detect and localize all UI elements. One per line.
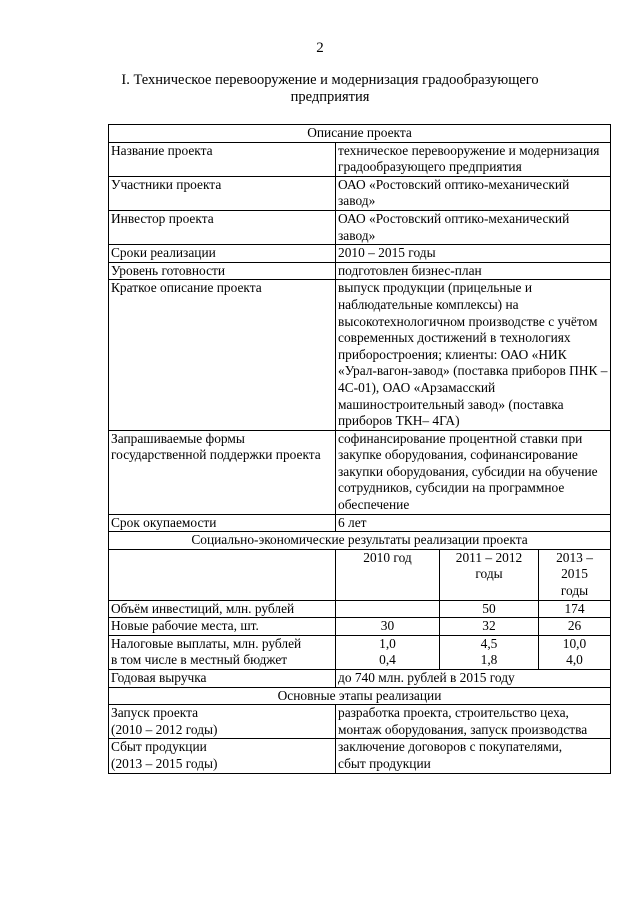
section-stages: Основные этапы реализации [109, 687, 611, 705]
row-investments [109, 600, 611, 618]
row-stage-launch [109, 705, 611, 739]
row-investor [109, 210, 611, 244]
row-annual-revenue [109, 670, 611, 688]
row-value: ОАО «Ростовский оптико-механический завод» [336, 176, 611, 210]
row-label: Сбыт продукции (2013 – 2015 годы) [109, 739, 336, 773]
row-project-name [109, 142, 611, 176]
value-2011-2012: 4,5 1,8 [440, 635, 539, 669]
section-results: Социально-экономические результаты реализации проекта [109, 532, 611, 550]
row-label: Инвестор проекта [109, 210, 336, 244]
results-header-2013-2015: 2013 – 2015 годы [539, 549, 611, 600]
row-label: Название проекта [109, 142, 336, 176]
row-value: техническое перевооружение и модернизация градообразующего предприятия [336, 142, 611, 176]
row-label: Запрашиваемые формы государственной поддержки проекта [109, 430, 336, 514]
row-label: Новые рабочие места, шт. [109, 618, 336, 636]
results-header-2011-2012: 2011 – 2012 годы [440, 549, 539, 600]
row-support-forms [109, 430, 611, 514]
row-value: выпуск продукции (прицельные и наблюдательные комплексы) на высокотехнологичном производстве с учётом современных достижений в технологиях приборостроения; клиенты: ОАО «НИК «Урал-вагон-завод» (поставка приборов ПНК – 4С-01), ОАО «Арзамасский машиностроительный завод» (поставка приборов ТКН– 4ГА) [336, 280, 611, 430]
row-label: Сроки реализации [109, 245, 336, 263]
row-participants [109, 176, 611, 210]
results-header-2010: 2010 год [336, 549, 440, 600]
row-timeline [109, 245, 611, 263]
row-label: Налоговые выплаты, млн. рублей в том числе в местный бюджет [109, 635, 336, 669]
row-value: до 740 млн. рублей в 2015 году [336, 670, 611, 688]
value-2013-2015: 174 [539, 600, 611, 618]
results-header-row [109, 549, 611, 600]
row-label: Участники проекта [109, 176, 336, 210]
row-readiness [109, 262, 611, 280]
document-title: I. Техническое перевооружение и модернизация градообразующего предприятия [121, 72, 539, 105]
section-project-description: Описание проекта [109, 125, 611, 143]
value-2010 [336, 600, 440, 618]
value-2011-2012: 32 [440, 618, 539, 636]
row-label: Срок окупаемости [109, 514, 336, 532]
row-new-jobs [109, 618, 611, 636]
row-payback [109, 514, 611, 532]
value-2013-2015: 10,0 4,0 [539, 635, 611, 669]
value-2013-2015: 26 [539, 618, 611, 636]
row-tax-payments [109, 635, 611, 669]
page-number: 2 [316, 40, 324, 56]
row-short-description [109, 280, 611, 430]
row-value: софинансирование процентной ставки при закупке оборудования, софинансирование закупки оборудования, субсидии на обучение сотрудников, субсидии на программное обеспечение [336, 430, 611, 514]
value-2011-2012: 50 [440, 600, 539, 618]
row-label: Объём инвестиций, млн. рублей [109, 600, 336, 618]
row-value: разработка проекта, строительство цеха, монтаж оборудования, запуск производства [336, 705, 611, 739]
value-2010: 30 [336, 618, 440, 636]
row-label: Уровень готовности [109, 262, 336, 280]
row-value: ОАО «Ростовский оптико-механический завод» [336, 210, 611, 244]
row-value: 6 лет [336, 514, 611, 532]
row-value: 2010 – 2015 годы [336, 245, 611, 263]
row-value: заключение договоров с покупателями, сбыт продукции [336, 739, 611, 773]
row-value: подготовлен бизнес-план [336, 262, 611, 280]
row-stage-sales [109, 739, 611, 773]
project-table [108, 124, 611, 774]
value-2010: 1,0 0,4 [336, 635, 440, 669]
row-label: Краткое описание проекта [109, 280, 336, 430]
results-header-empty [109, 549, 336, 600]
row-label: Запуск проекта (2010 – 2012 годы) [109, 705, 336, 739]
row-label: Годовая выручка [109, 670, 336, 688]
